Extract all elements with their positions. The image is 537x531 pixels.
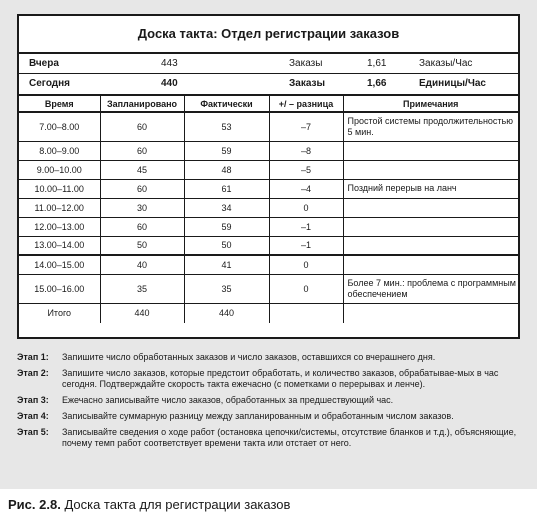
step-label: Этап 3: [17, 395, 49, 405]
step-label: Этап 2: [17, 368, 49, 378]
actual-cell: 50 [184, 236, 269, 255]
planned-cell: 60 [100, 179, 184, 198]
note-cell [343, 141, 518, 160]
diff-cell: 0 [269, 274, 343, 303]
table-row [19, 160, 518, 179]
diff-cell: –4 [269, 179, 343, 198]
actual-cell: 41 [184, 255, 269, 274]
today-label: Сегодня [29, 78, 71, 89]
instructions [17, 352, 522, 454]
note-cell [343, 217, 518, 236]
step-5 [17, 427, 522, 449]
note-cell [343, 255, 518, 274]
note-cell [343, 236, 518, 255]
actual-cell: 35 [184, 274, 269, 303]
time-cell: 9.00–10.00 [19, 160, 100, 179]
figure-caption [8, 497, 290, 512]
table-row [19, 198, 518, 217]
table-row [19, 141, 518, 160]
table-row [19, 274, 518, 303]
step-text: Записывайте сведения о ходе работ (остановка цепочки/системы, отсутствие бланков и т.д.), объясняющие, почему темп работ соответствует времени такта или отстает от него. [62, 427, 517, 448]
yesterday-rate-label: Заказы/Час [419, 58, 473, 69]
note-cell: Простой системы продолжительностью 5 мин. [343, 112, 518, 141]
step-label: Этап 1: [17, 352, 49, 362]
planned-cell: 60 [100, 112, 184, 141]
actual-cell: 48 [184, 160, 269, 179]
step-label: Этап 4: [17, 411, 49, 421]
diff-cell: –8 [269, 141, 343, 160]
actual-cell: 61 [184, 179, 269, 198]
diff-cell: –1 [269, 217, 343, 236]
step-text: Записывайте суммарную разницу между запланированным и обработанным числом заказов. [62, 411, 454, 421]
diff-cell: 0 [269, 198, 343, 217]
yesterday-orders-label: Заказы [289, 58, 323, 69]
table-row [19, 236, 518, 255]
divider [19, 73, 518, 74]
takt-board [17, 14, 520, 339]
step-text: Ежечасно записывайте число заказов, обработанных за предшествующий час. [62, 395, 394, 405]
planned-cell: 60 [100, 217, 184, 236]
figure-caption-text: Доска такта для регистрации заказов [64, 497, 291, 512]
time-cell: 14.00–15.00 [19, 255, 100, 274]
yesterday-value: 443 [161, 58, 178, 69]
total-row [19, 303, 518, 323]
time-cell: 15.00–16.00 [19, 274, 100, 303]
time-cell: 10.00–11.00 [19, 179, 100, 198]
figure-number: Рис. 2.8. [8, 497, 61, 512]
note-cell: Более 7 мин.: проблема с программным обеспечением [343, 274, 518, 303]
step-label: Этап 5: [17, 427, 49, 437]
yesterday-label: Вчера [29, 58, 59, 69]
step-text: Запишите число заказов, которые предстоит обработать, и количество заказов, обрабатывае-мых в час сегодня. Подтверждайте скорость такта ежечасно (с пометками о перерывах и ленче). [62, 368, 499, 389]
planned-cell: 60 [100, 141, 184, 160]
total-diff [269, 303, 343, 323]
time-cell: 12.00–13.00 [19, 217, 100, 236]
step-1 [17, 352, 522, 363]
planned-cell: 45 [100, 160, 184, 179]
planned-cell: 30 [100, 198, 184, 217]
column-header: Запланировано [100, 96, 184, 112]
diff-cell: –5 [269, 160, 343, 179]
total-note [343, 303, 518, 323]
column-header: Фактически [184, 96, 269, 112]
total-planned: 440 [100, 303, 184, 323]
diff-cell: 0 [269, 255, 343, 274]
table-row [19, 112, 518, 141]
actual-cell: 53 [184, 112, 269, 141]
actual-cell: 59 [184, 141, 269, 160]
column-header: Время [19, 96, 100, 112]
time-cell: 13.00–14.00 [19, 236, 100, 255]
today-orders-label: Заказы [289, 78, 326, 89]
diff-cell: –7 [269, 112, 343, 141]
planned-cell: 35 [100, 274, 184, 303]
column-header: +/ – разница [269, 96, 343, 112]
note-cell: Поздний перерыв на ланч [343, 179, 518, 198]
time-cell: 8.00–9.00 [19, 141, 100, 160]
table-header-row [19, 96, 518, 112]
note-cell [343, 198, 518, 217]
time-cell: 11.00–12.00 [19, 198, 100, 217]
table-row [19, 217, 518, 236]
note-cell [343, 160, 518, 179]
step-3 [17, 395, 522, 406]
diff-cell: –1 [269, 236, 343, 255]
today-rate: 1,66 [367, 78, 387, 89]
planned-cell: 50 [100, 236, 184, 255]
table-row [19, 255, 518, 274]
time-cell: 7.00–8.00 [19, 112, 100, 141]
board-title: Доска такта: Отдел регистрации заказов [137, 26, 400, 41]
step-text: Запишите число обработанных заказов и число заказов, оставшихся со вчерашнего дня. [62, 352, 436, 362]
planned-cell: 40 [100, 255, 184, 274]
column-header: Примечания [343, 96, 518, 112]
yesterday-rate: 1,61 [367, 58, 387, 69]
table-row [19, 179, 518, 198]
total-actual: 440 [184, 303, 269, 323]
actual-cell: 59 [184, 217, 269, 236]
today-rate-label: Единицы/Час [419, 78, 486, 89]
actual-cell: 34 [184, 198, 269, 217]
divider [19, 52, 518, 54]
today-value: 440 [161, 78, 178, 89]
step-4 [17, 411, 522, 422]
total-label: Итого [47, 308, 72, 319]
step-2 [17, 368, 522, 390]
takt-table [19, 96, 518, 323]
